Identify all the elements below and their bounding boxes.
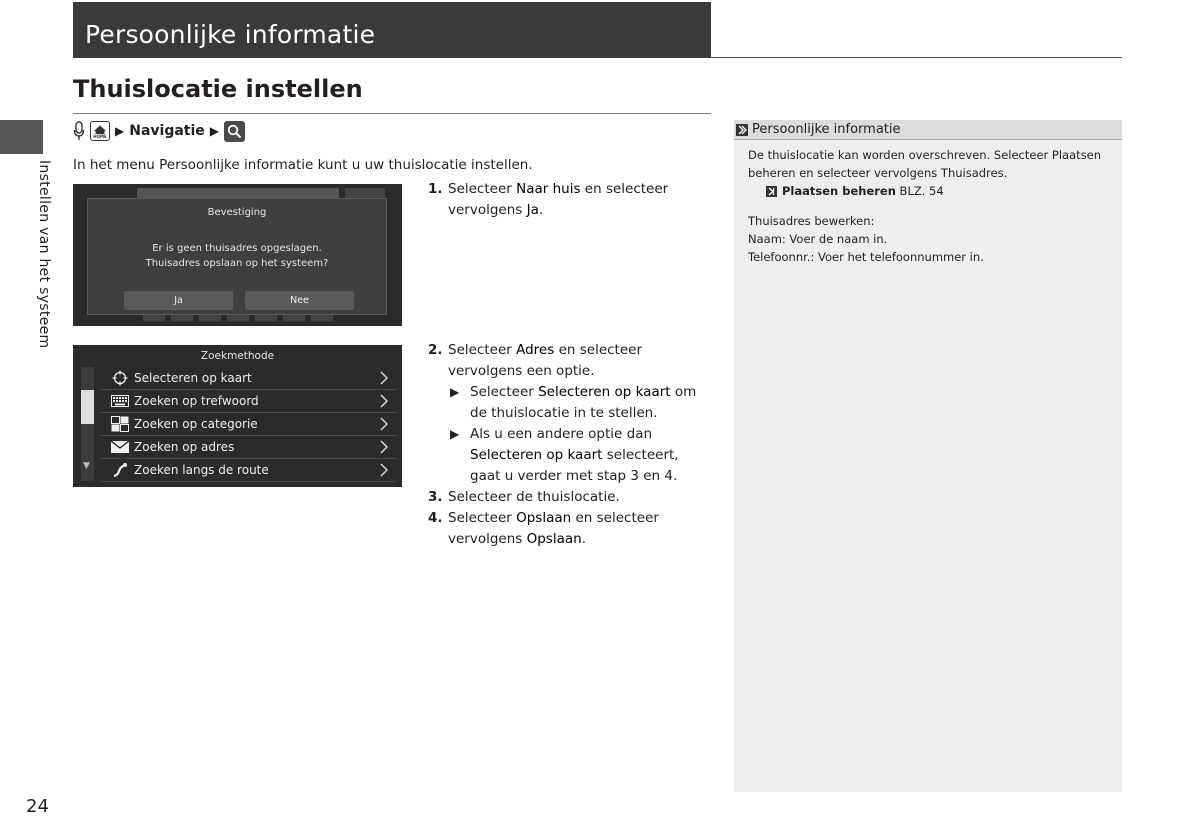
- chevron-right-icon: [379, 440, 389, 454]
- sidebar-chapter-label: Instellen van het systeem: [36, 160, 52, 349]
- home-label: HOME: [93, 134, 107, 139]
- screen-search-method: [73, 345, 402, 487]
- list-item-select-on-map[interactable]: [100, 367, 397, 390]
- dialog-title: Bevestiging: [207, 207, 267, 218]
- breadcrumb-arrow-icon: ▶: [115, 124, 125, 138]
- chapter-title: Persoonlijke informatie: [85, 20, 376, 49]
- note-heading: [734, 120, 1122, 140]
- header-rule: [711, 57, 1122, 58]
- keyboard-icon: [110, 393, 130, 409]
- home-icon: [90, 121, 110, 141]
- arrow-icon: ▶: [450, 385, 460, 399]
- crosshair-icon: [110, 370, 130, 386]
- list-item-address[interactable]: [100, 436, 397, 459]
- breadcrumb-navigatie: Navigatie: [129, 123, 205, 139]
- term-naar-huis: Naar huis: [516, 181, 581, 197]
- background-button: [345, 188, 385, 198]
- screen-title: Zoekmethode: [200, 350, 275, 362]
- breadcrumb: [73, 120, 245, 142]
- chapter-header: [73, 2, 711, 58]
- dialog-message-line2: Thuisadres opslaan op het systeem?: [145, 258, 329, 269]
- step-2-sub-2: ▶ Als u een andere optie dan Selecteren op kaart selecteert, gaat u verder met stap 3 en 4.: [450, 426, 679, 484]
- step-1: 1. Selecteer Naar huis en selecteer vervolgens Ja.: [428, 181, 669, 218]
- step-number: 3.: [428, 489, 443, 505]
- chevron-right-icon: [379, 417, 389, 431]
- steps-block-2: [428, 340, 696, 550]
- step-number: 1.: [428, 181, 443, 197]
- note-phone-line: Telefoonnr.: Voer het telefoonnummer in.: [748, 250, 984, 264]
- screen-confirmation: [73, 184, 402, 326]
- page-number: 24: [26, 796, 49, 817]
- term-adres: Adres: [516, 342, 555, 358]
- reference-arrow-icon: [766, 186, 777, 197]
- dialog-message: [88, 241, 386, 271]
- list-item-label: Zoeken op categorie: [134, 417, 258, 431]
- note-panel: [734, 120, 1122, 792]
- search-icon: [224, 121, 245, 142]
- note-name-line: Naam: Voer de naam in.: [748, 232, 888, 246]
- envelope-icon: [110, 439, 130, 455]
- list-item-label: Zoeken langs de route: [134, 463, 269, 477]
- list-item-label: Zoeken op adres: [134, 440, 235, 454]
- mic-icon: [73, 121, 85, 141]
- term-ja: Ja: [526, 202, 539, 218]
- scroll-down-icon[interactable]: ▼: [83, 461, 90, 471]
- note-heading-text: Persoonlijke informatie: [752, 122, 901, 137]
- list-item-label: Selecteren op kaart: [134, 371, 252, 385]
- list-item-keyword[interactable]: [100, 390, 397, 413]
- arrow-icon: ▶: [450, 427, 460, 441]
- breadcrumb-arrow-icon: ▶: [209, 124, 220, 138]
- step-number: 4.: [428, 510, 443, 526]
- list-item-along-route[interactable]: [100, 459, 397, 482]
- page-reference[interactable]: Plaatsen beheren BLZ. 54: [748, 182, 1118, 200]
- chevron-right-icon: [379, 463, 389, 477]
- step-3: 3. Selecteer de thuislocatie.: [428, 487, 696, 508]
- chevron-right-icon: [379, 371, 389, 385]
- category-icon: [110, 416, 130, 432]
- chevron-right-icon: [379, 394, 389, 408]
- note-paragraph: De thuislocatie kan worden overschreven. Selecteer Plaatsen beheren en selecteer vervolgens Thuisadres.: [748, 148, 1102, 180]
- list-item-category[interactable]: [100, 413, 397, 436]
- intro-text: In het menu Persoonlijke informatie kunt u uw thuislocatie instellen.: [73, 157, 533, 173]
- confirmation-dialog: [87, 198, 387, 315]
- yes-button[interactable]: Ja: [124, 291, 233, 310]
- section-rule: [73, 113, 711, 114]
- route-icon: [110, 462, 130, 478]
- scrollbar-thumb[interactable]: [81, 390, 94, 424]
- search-method-list: [100, 367, 397, 482]
- note-edit-title: Thuisadres bewerken:: [748, 214, 875, 228]
- list-item-label: Zoeken op trefwoord: [134, 394, 259, 408]
- sidebar-tab-marker: [0, 120, 43, 154]
- no-button[interactable]: Nee: [245, 291, 354, 310]
- step-2-sub-1: ▶ Selecteer Selecteren op kaart om de thuislocatie in te stellen.: [450, 384, 697, 421]
- background-search-bar: [137, 188, 339, 198]
- step-2: 2. Selecteer Adres en selecteer vervolgens een optie. ▶ Selecteer Selecteren op kaart om de thuislocatie in te stellen. ▶ Als u een andere optie dan Selecteren op kaart selecteert, gaat u verder met stap 3 en 4.: [428, 340, 696, 487]
- step-number: 2.: [428, 342, 443, 358]
- section-title: Thuislocatie instellen: [73, 75, 363, 103]
- step-4: 4. Selecteer Opslaan en selecteer vervolgens Opslaan.: [428, 510, 659, 547]
- note-marker-icon: [736, 124, 748, 136]
- term-opslaan: Opslaan: [516, 510, 572, 526]
- steps-block-1: [428, 179, 668, 221]
- note-body: [748, 146, 1118, 266]
- dialog-message-line1: Er is geen thuisadres opgeslagen.: [152, 243, 322, 254]
